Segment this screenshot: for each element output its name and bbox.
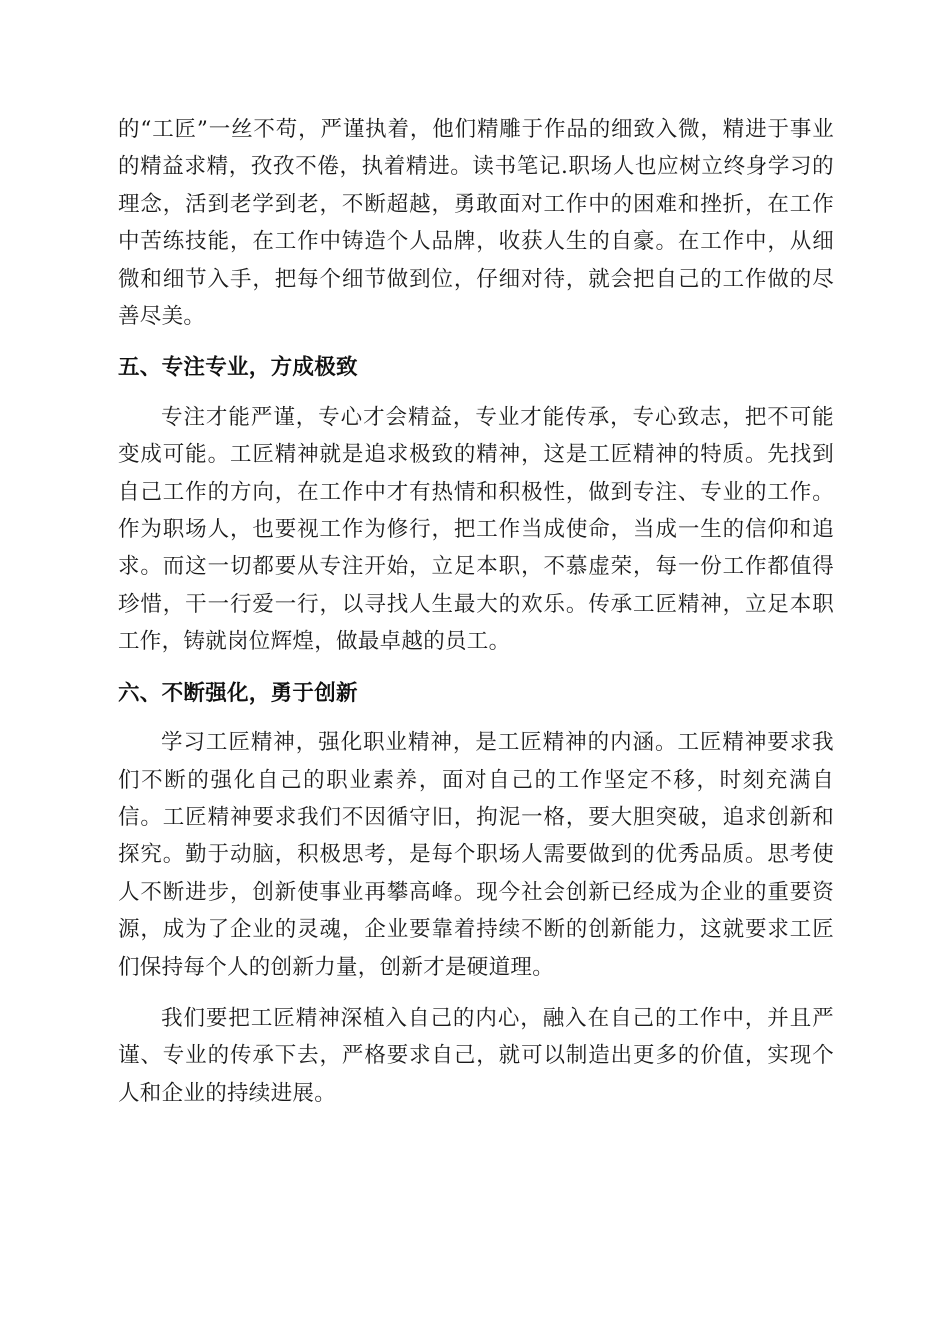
section-heading-6: 六、不断强化，勇于创新	[118, 680, 358, 706]
paragraph-craftsman-intro: 的“工匠”一丝不苟，严谨执着，他们精雕于作品的细致入微，精进于事业的精益求精，孜孜不倦，执着精进。读书笔记.职场人也应树立终身学习的理念，活到老学到老，不断超越，勇敢面对工作中的困难和挫折，在工作中苦练技能，在工作中铸造个人品牌，收获人生的自豪。在工作中，从细微和细节入手，把每个细节做到位，仔细对待，就会把自己的工作做的尽善尽美。	[118, 117, 834, 330]
section-heading-5: 五、专注专业，方成极致	[118, 355, 358, 381]
paragraph-focus-professional: 专注才能严谨，专心才会精益，专业才能传承，专心致志，把不可能变成可能。工匠精神就是追求极致的精神，这是工匠精神的特质。先找到自己工作的方向，在工作中才有热情和积极性，做到专注、专业的工作。作为职场人，也要视工作为修行，把工作当成使命，当成一生的信仰和追求。而这一切都要从专注开始，立足本职，不慕虚荣，每一份工作都值得珍惜，干一行爱一行，以寻找人生最大的欢乐。传承工匠精神，立足本职工作，铸就岗位辉煌，做最卓越的员工。	[118, 404, 834, 655]
paragraph-conclusion: 我们要把工匠精神深植入自己的内心，融入在自己的工作中，并且严谨、专业的传承下去，严格要求自己，就可以制造出更多的价值，实现个人和企业的持续进展。	[118, 1005, 834, 1106]
document-body	[118, 111, 834, 1112]
paragraph-innovation: 学习工匠精神，强化职业精神，是工匠精神的内涵。工匠精神要求我们不断的强化自己的职业素养，面对自己的工作坚定不移，时刻充满自信。工匠精神要求我们不因循守旧，拘泥一格，要大胆突破，追求创新和探究。勤于动脑，积极思考，是每个职场人需要做到的优秀品质。思考使人不断进步，创新使事业再攀高峰。现今社会创新已经成为企业的重要资源，成为了企业的灵魂，企业要靠着持续不断的创新能力，这就要求工匠们保持每个人的创新力量，创新才是硬道理。	[118, 730, 834, 980]
